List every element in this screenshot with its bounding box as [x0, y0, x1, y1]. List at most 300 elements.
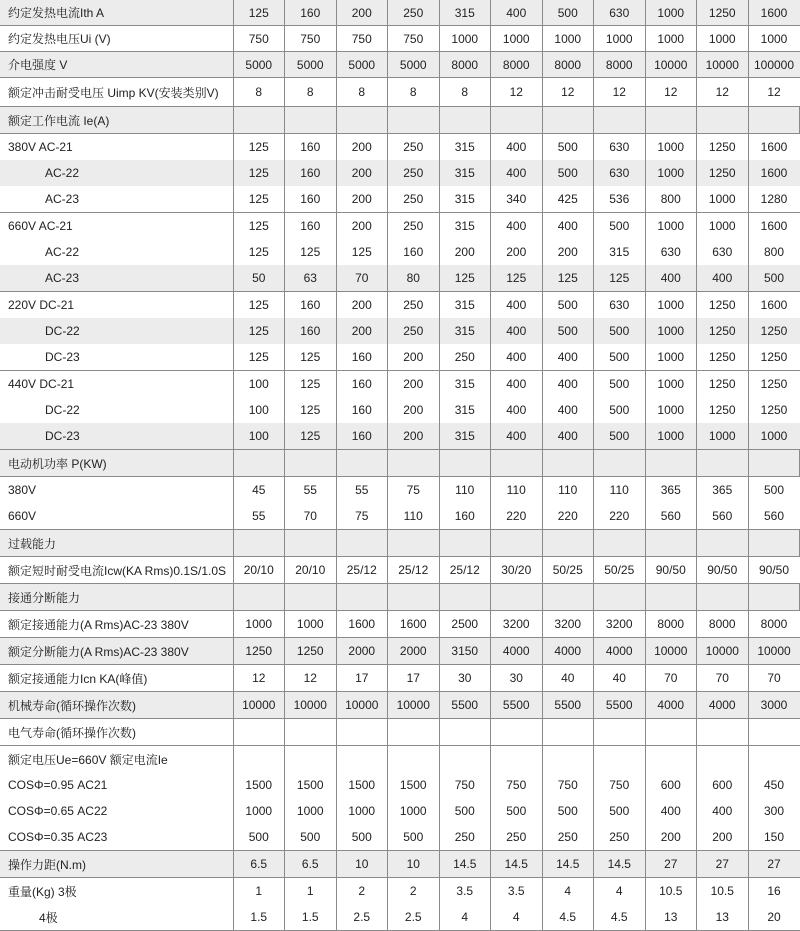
value-cell: 10000: [748, 638, 800, 665]
value-cell: 16: [748, 878, 800, 905]
value-cell: 200: [336, 0, 388, 26]
value-cell: 1500: [388, 772, 440, 798]
value-cell: 110: [388, 503, 440, 530]
value-cell: 365: [645, 477, 697, 504]
value-cell: 750: [285, 26, 337, 52]
row-label: 4极: [39, 910, 58, 925]
value-cell: 200: [697, 824, 749, 851]
value-cell: 1250: [697, 0, 749, 26]
value-cell: 25/12: [439, 557, 491, 584]
value-cell: 1000: [285, 798, 337, 824]
value-cell: 315: [439, 160, 491, 186]
value-cell: 1000: [645, 134, 697, 161]
value-cell: 50/25: [542, 557, 594, 584]
value-cell: [748, 719, 800, 746]
value-cell: 90/50: [748, 557, 800, 584]
value-cell: 160: [285, 292, 337, 319]
table-row: [0, 371, 800, 398]
value-cell: 1000: [645, 213, 697, 240]
value-cell: 10: [388, 851, 440, 878]
value-cell: 1000: [645, 292, 697, 319]
value-cell: 6.5: [233, 851, 285, 878]
value-cell: 536: [594, 186, 646, 213]
value-cell: [233, 107, 285, 134]
value-cell: 8000: [594, 52, 646, 78]
value-cell: [285, 450, 337, 477]
value-cell: 160: [285, 134, 337, 161]
value-cell: 8000: [542, 52, 594, 78]
value-cell: 125: [285, 344, 337, 371]
value-cell: 400: [491, 292, 543, 319]
row-label: 机械寿命(循环操作次数): [0, 692, 233, 719]
value-cell: 27: [645, 851, 697, 878]
value-cell: 1: [285, 878, 337, 905]
value-cell: 12: [594, 78, 646, 107]
row-label: 介电强度 V: [0, 52, 233, 78]
value-cell: 40: [542, 665, 594, 692]
value-cell: 4000: [697, 692, 749, 719]
value-cell: [388, 746, 440, 773]
value-cell: 400: [491, 0, 543, 26]
value-cell: 125: [233, 292, 285, 319]
value-cell: 4: [594, 878, 646, 905]
value-cell: 500: [594, 798, 646, 824]
value-cell: 1250: [697, 371, 749, 398]
value-cell: 500: [594, 423, 646, 450]
value-cell: 1000: [594, 26, 646, 52]
value-cell: 200: [645, 824, 697, 851]
value-cell: 125: [542, 265, 594, 292]
value-cell: 70: [285, 503, 337, 530]
value-cell: 400: [645, 798, 697, 824]
value-cell: 500: [594, 318, 646, 344]
value-cell: 13: [645, 904, 697, 931]
value-cell: [388, 107, 440, 134]
value-cell: 600: [645, 772, 697, 798]
value-cell: 5500: [542, 692, 594, 719]
table-row: [0, 557, 800, 584]
value-cell: 12: [233, 665, 285, 692]
value-cell: 250: [491, 824, 543, 851]
value-cell: 4.5: [594, 904, 646, 931]
value-cell: 14.5: [439, 851, 491, 878]
row-label: AC-23: [45, 192, 80, 206]
value-cell: 12: [542, 78, 594, 107]
value-cell: [645, 450, 697, 477]
value-cell: 70: [748, 665, 800, 692]
row-label: 接通分断能力: [0, 584, 233, 611]
table-row: [0, 213, 800, 240]
table-row: [0, 239, 800, 265]
value-cell: 200: [336, 160, 388, 186]
value-cell: 400: [491, 318, 543, 344]
value-cell: [491, 746, 543, 773]
value-cell: 1000: [645, 160, 697, 186]
value-cell: 27: [748, 851, 800, 878]
row-label: 操作力距(N.m): [0, 851, 233, 878]
value-cell: 10: [336, 851, 388, 878]
value-cell: 20/10: [233, 557, 285, 584]
table-row: [0, 423, 800, 450]
value-cell: 1600: [748, 160, 800, 186]
value-cell: 1250: [748, 397, 800, 423]
value-cell: [697, 746, 749, 773]
value-cell: 12: [645, 78, 697, 107]
value-cell: 400: [491, 344, 543, 371]
value-cell: 200: [336, 292, 388, 319]
value-cell: [594, 107, 646, 134]
value-cell: 8: [233, 78, 285, 107]
value-cell: 1.5: [233, 904, 285, 931]
table-row: [0, 851, 800, 878]
value-cell: 3.5: [439, 878, 491, 905]
value-cell: 1000: [542, 26, 594, 52]
value-cell: 125: [285, 423, 337, 450]
value-cell: 800: [748, 239, 800, 265]
value-cell: 10.5: [645, 878, 697, 905]
table-row: [0, 638, 800, 665]
value-cell: 160: [285, 318, 337, 344]
value-cell: 75: [388, 477, 440, 504]
row-label: 过载能力: [0, 530, 233, 557]
value-cell: 5500: [439, 692, 491, 719]
value-cell: 150: [748, 824, 800, 851]
value-cell: 3200: [594, 611, 646, 638]
value-cell: 250: [388, 318, 440, 344]
value-cell: [748, 746, 800, 773]
value-cell: [542, 530, 594, 557]
value-cell: 55: [336, 477, 388, 504]
row-label: DC-23: [45, 350, 80, 364]
value-cell: [697, 530, 749, 557]
value-cell: 1250: [748, 318, 800, 344]
value-cell: 125: [233, 344, 285, 371]
value-cell: 12: [491, 78, 543, 107]
row-label: 660V: [8, 509, 37, 523]
table-row: [0, 904, 800, 931]
value-cell: 340: [491, 186, 543, 213]
value-cell: 315: [439, 423, 491, 450]
value-cell: 500: [491, 798, 543, 824]
table-row: [0, 530, 800, 557]
value-cell: 4000: [594, 638, 646, 665]
table-row: [0, 107, 800, 134]
value-cell: 1.5: [285, 904, 337, 931]
value-cell: 8: [388, 78, 440, 107]
value-cell: 1000: [748, 423, 800, 450]
row-label: AC-22: [0, 160, 233, 186]
value-cell: 500: [388, 824, 440, 851]
value-cell: 1000: [697, 26, 749, 52]
value-cell: 2000: [336, 638, 388, 665]
value-cell: 315: [439, 292, 491, 319]
value-cell: 400: [491, 397, 543, 423]
value-cell: 1500: [336, 772, 388, 798]
value-cell: 630: [594, 292, 646, 319]
value-cell: [594, 584, 646, 611]
value-cell: [748, 530, 800, 557]
value-cell: [491, 107, 543, 134]
value-cell: 630: [645, 239, 697, 265]
value-cell: 560: [697, 503, 749, 530]
row-label: 380V AC-21: [0, 134, 233, 161]
table-row: [0, 772, 800, 798]
value-cell: 70: [697, 665, 749, 692]
value-cell: 25/12: [388, 557, 440, 584]
value-cell: 4.5: [542, 904, 594, 931]
value-cell: 220: [594, 503, 646, 530]
row-label: AC-22: [45, 245, 80, 259]
table-row: [0, 584, 800, 611]
value-cell: 125: [336, 239, 388, 265]
value-cell: 1250: [697, 134, 749, 161]
value-cell: 315: [594, 239, 646, 265]
value-cell: [388, 719, 440, 746]
value-cell: [285, 746, 337, 773]
value-cell: 70: [336, 265, 388, 292]
value-cell: 1500: [233, 772, 285, 798]
value-cell: 500: [233, 824, 285, 851]
value-cell: 250: [439, 824, 491, 851]
value-cell: 1000: [748, 26, 800, 52]
value-cell: 1600: [748, 0, 800, 26]
value-cell: 1600: [748, 134, 800, 161]
value-cell: 1000: [697, 213, 749, 240]
value-cell: 400: [491, 371, 543, 398]
value-cell: 315: [439, 397, 491, 423]
value-cell: [233, 450, 285, 477]
value-cell: 14.5: [491, 851, 543, 878]
value-cell: 400: [542, 423, 594, 450]
table-row: [0, 0, 800, 26]
value-cell: [697, 450, 749, 477]
value-cell: 250: [388, 160, 440, 186]
value-cell: 50/25: [594, 557, 646, 584]
value-cell: 400: [491, 134, 543, 161]
value-cell: 110: [594, 477, 646, 504]
value-cell: 630: [594, 160, 646, 186]
value-cell: 3000: [748, 692, 800, 719]
value-cell: 750: [542, 772, 594, 798]
table-row: [0, 878, 800, 905]
row-label: 约定发热电流Ith A: [0, 0, 233, 26]
value-cell: 10000: [233, 692, 285, 719]
value-cell: [542, 746, 594, 773]
value-cell: 25/12: [336, 557, 388, 584]
value-cell: 500: [542, 292, 594, 319]
value-cell: [336, 450, 388, 477]
value-cell: 250: [388, 292, 440, 319]
value-cell: 160: [285, 213, 337, 240]
value-cell: 30/20: [491, 557, 543, 584]
value-cell: 10.5: [697, 878, 749, 905]
row-label: 440V DC-21: [0, 371, 233, 398]
value-cell: 4000: [542, 638, 594, 665]
value-cell: 10000: [285, 692, 337, 719]
value-cell: 630: [697, 239, 749, 265]
value-cell: 17: [336, 665, 388, 692]
value-cell: 315: [439, 0, 491, 26]
value-cell: 160: [285, 186, 337, 213]
value-cell: [285, 719, 337, 746]
value-cell: 1000: [233, 611, 285, 638]
value-cell: 250: [439, 344, 491, 371]
table-row: [0, 450, 800, 477]
value-cell: 70: [645, 665, 697, 692]
value-cell: 8: [285, 78, 337, 107]
value-cell: [697, 719, 749, 746]
table-row: [0, 344, 800, 371]
value-cell: 250: [388, 213, 440, 240]
value-cell: [594, 719, 646, 746]
value-cell: 1000: [233, 798, 285, 824]
value-cell: [594, 530, 646, 557]
value-cell: 1250: [285, 638, 337, 665]
value-cell: 13: [697, 904, 749, 931]
value-cell: 20/10: [285, 557, 337, 584]
value-cell: 2: [388, 878, 440, 905]
value-cell: [748, 450, 800, 477]
value-cell: 560: [645, 503, 697, 530]
value-cell: 4: [439, 904, 491, 931]
value-cell: 500: [439, 798, 491, 824]
value-cell: 400: [542, 397, 594, 423]
row-label: 380V: [0, 477, 233, 504]
value-cell: 5000: [336, 52, 388, 78]
value-cell: 125: [233, 134, 285, 161]
value-cell: 160: [336, 344, 388, 371]
value-cell: [233, 719, 285, 746]
value-cell: 8000: [748, 611, 800, 638]
value-cell: 2500: [439, 611, 491, 638]
row-label: 额定短时耐受电流Icw(KA Rms)0.1S/1.0S: [0, 557, 233, 584]
value-cell: 5500: [594, 692, 646, 719]
value-cell: 5000: [388, 52, 440, 78]
value-cell: 100000: [748, 52, 800, 78]
value-cell: 400: [542, 213, 594, 240]
value-cell: 750: [491, 772, 543, 798]
value-cell: 1000: [388, 798, 440, 824]
value-cell: 315: [439, 186, 491, 213]
value-cell: 500: [542, 134, 594, 161]
value-cell: 14.5: [542, 851, 594, 878]
value-cell: 500: [336, 824, 388, 851]
value-cell: 500: [542, 798, 594, 824]
value-cell: 250: [388, 134, 440, 161]
value-cell: [388, 530, 440, 557]
value-cell: 125: [491, 265, 543, 292]
value-cell: 800: [645, 186, 697, 213]
value-cell: [336, 584, 388, 611]
value-cell: [748, 584, 800, 611]
value-cell: 75: [336, 503, 388, 530]
value-cell: [645, 530, 697, 557]
value-cell: 10000: [645, 52, 697, 78]
value-cell: 500: [594, 344, 646, 371]
value-cell: [233, 746, 285, 773]
value-cell: 63: [285, 265, 337, 292]
value-cell: [645, 584, 697, 611]
value-cell: 100: [233, 423, 285, 450]
value-cell: 1600: [388, 611, 440, 638]
value-cell: 1500: [285, 772, 337, 798]
value-cell: 365: [697, 477, 749, 504]
value-cell: 5000: [233, 52, 285, 78]
value-cell: 14.5: [594, 851, 646, 878]
value-cell: 110: [491, 477, 543, 504]
value-cell: 10000: [697, 52, 749, 78]
value-cell: 27: [697, 851, 749, 878]
value-cell: 8000: [645, 611, 697, 638]
table-row: [0, 78, 800, 107]
value-cell: 3150: [439, 638, 491, 665]
value-cell: 500: [594, 397, 646, 423]
value-cell: 125: [439, 265, 491, 292]
value-cell: [388, 584, 440, 611]
value-cell: 1000: [645, 397, 697, 423]
value-cell: 40: [594, 665, 646, 692]
value-cell: 750: [439, 772, 491, 798]
value-cell: 1250: [748, 371, 800, 398]
value-cell: 6.5: [285, 851, 337, 878]
value-cell: 500: [542, 318, 594, 344]
value-cell: 5000: [285, 52, 337, 78]
value-cell: [336, 530, 388, 557]
value-cell: 300: [748, 798, 800, 824]
value-cell: 110: [542, 477, 594, 504]
value-cell: 315: [439, 213, 491, 240]
value-cell: 20: [748, 904, 800, 931]
value-cell: [491, 719, 543, 746]
value-cell: 1000: [645, 26, 697, 52]
value-cell: 750: [336, 26, 388, 52]
value-cell: 125: [233, 160, 285, 186]
value-cell: [645, 746, 697, 773]
table-row: [0, 265, 800, 292]
value-cell: 125: [285, 239, 337, 265]
value-cell: [388, 450, 440, 477]
value-cell: 90/50: [697, 557, 749, 584]
value-cell: 160: [336, 397, 388, 423]
value-cell: 10000: [388, 692, 440, 719]
value-cell: 1250: [697, 318, 749, 344]
value-cell: 630: [594, 0, 646, 26]
value-cell: 450: [748, 772, 800, 798]
value-cell: 50: [233, 265, 285, 292]
value-cell: 500: [594, 213, 646, 240]
value-cell: 1000: [645, 0, 697, 26]
value-cell: 500: [594, 371, 646, 398]
row-label: 电动机功率 P(KW): [0, 450, 233, 477]
table-row: [0, 52, 800, 78]
value-cell: 1250: [697, 344, 749, 371]
value-cell: 125: [233, 239, 285, 265]
value-cell: 90/50: [645, 557, 697, 584]
value-cell: 17: [388, 665, 440, 692]
value-cell: 1600: [748, 213, 800, 240]
value-cell: 1000: [439, 26, 491, 52]
value-cell: [285, 107, 337, 134]
table-row: [0, 503, 800, 530]
value-cell: 125: [233, 186, 285, 213]
table-row: [0, 397, 800, 423]
value-cell: 8000: [697, 611, 749, 638]
value-cell: [491, 530, 543, 557]
value-cell: 30: [439, 665, 491, 692]
value-cell: 500: [748, 265, 800, 292]
value-cell: [439, 107, 491, 134]
value-cell: [491, 450, 543, 477]
